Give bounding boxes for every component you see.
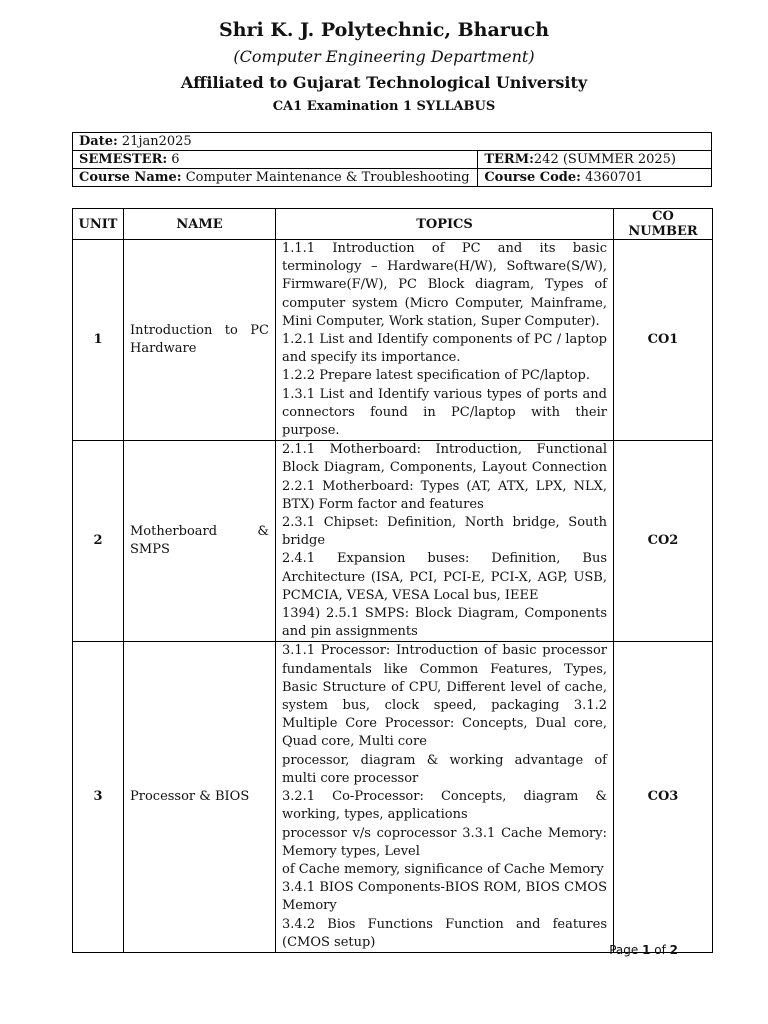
semester-label: SEMESTER: — [79, 152, 168, 167]
semester-value: 6 — [167, 152, 180, 167]
page-number: 1 — [642, 943, 651, 957]
topic-line: processor v/s coprocessor 3.3.1 Cache Memory: Memory types, Level — [282, 825, 607, 859]
name-cell: Motherboard & SMPS — [124, 441, 276, 642]
topic-line: processor, diagram & working advantage of multi core processor — [282, 752, 607, 786]
topics-cell — [276, 240, 614, 441]
course-row — [73, 169, 712, 187]
topic-line: 3.2.1 Co-Processor: Concepts, diagram & working, types, applications — [282, 789, 607, 823]
semester-cell — [73, 151, 478, 169]
syllabus-table — [72, 208, 713, 953]
topic-line: 1394) 2.5.1 SMPS: Block Diagram, Components and pin assignments — [282, 606, 607, 640]
page-total: 2 — [669, 943, 678, 957]
topic-line: 3.4.1 BIOS Components-BIOS ROM, BIOS CMOS Memory — [282, 880, 607, 914]
course-code-cell — [478, 169, 712, 187]
page-word: Page — [609, 943, 643, 957]
name-cell: Introduction to PC Hardware — [124, 240, 276, 441]
header-unit: UNIT — [73, 209, 124, 240]
topic-line: 2.1.1 Motherboard: Introduction, Functional Block Diagram, Components, Layout Connection 2.2.1 Motherboard: Types (AT, ATX, LPX, NLX, BTX) Form factor and features — [282, 442, 607, 512]
course-name-label: Course Name: — [79, 170, 182, 185]
co-cell: CO3 — [614, 642, 713, 952]
term-cell — [478, 151, 712, 169]
term-label: TERM: — [484, 152, 534, 167]
affiliation: Affiliated to Gujarat Technological University — [180, 73, 588, 92]
institute-name: Shri K. J. Polytechnic, Bharuch — [218, 19, 550, 41]
course-info-table — [72, 132, 712, 187]
topics-cell — [276, 642, 614, 952]
of-word: of — [650, 943, 670, 957]
syllabus-header-row — [73, 209, 713, 240]
co-cell: CO2 — [614, 441, 713, 642]
unit-cell: 1 — [73, 240, 124, 441]
unit-cell: 3 — [73, 642, 124, 952]
date-cell — [73, 133, 712, 151]
page-footer — [609, 943, 678, 957]
term-value: 242 (SUMMER 2025) — [533, 152, 676, 167]
course-code-value: 4360701 — [580, 170, 643, 185]
date-row — [73, 133, 712, 151]
topic-line: of Cache memory, significance of Cache Memory — [282, 861, 604, 877]
header-name: NAME — [124, 209, 276, 240]
date-label: Date: — [79, 134, 118, 149]
exam-title: CA1 Examination 1 SYLLABUS — [272, 99, 496, 114]
course-name-cell — [73, 169, 478, 187]
topic-line: 1.2.2 Prepare latest specification of PC/laptop. — [282, 368, 590, 384]
header-topics: TOPICS — [276, 209, 614, 240]
semester-row — [73, 151, 712, 169]
table-row — [73, 441, 713, 642]
course-name-value: Computer Maintenance & Troubleshooting — [181, 170, 470, 185]
course-code-label: Course Code: — [484, 170, 581, 185]
name-cell: Processor & BIOS — [124, 642, 276, 952]
topic-line: 1.3.1 List and Identify various types of ports and connectors found in PC/laptop with their purpose. — [282, 386, 607, 439]
header-co-number: CO NUMBER — [614, 209, 713, 240]
topics-cell — [276, 441, 614, 642]
topic-line: 1.2.1 List and Identify components of PC / laptop and specify its importance. — [282, 332, 607, 366]
department-name: (Computer Engineering Department) — [233, 47, 535, 66]
topic-line: 2.4.1 Expansion buses: Definition, Bus Architecture (ISA, PCI, PCI-E, PCI-X, AGP, USB, PCMCIA, VESA, VESA Local bus, IEEE — [282, 551, 607, 603]
document-header — [0, 14, 768, 118]
table-row — [73, 240, 713, 441]
date-value: 21jan2025 — [117, 134, 192, 149]
topic-line: 3.1.1 Processor: Introduction of basic processor fundamentals like Common Features, Types, Basic Structure of CPU, Different level of cache, system bus, clock speed, packaging 3.1.2 Multiple Core Processor: Concepts, Dual core, Quad core, Multi core — [282, 643, 607, 750]
table-row — [73, 642, 713, 952]
topic-line: 2.3.1 Chipset: Definition, North bridge, South bridge — [282, 515, 607, 549]
topic-line: 1.1.1 Introduction of PC and its basic terminology – Hardware(H/W), Software(S/W), Firmware(F/W), PC Block diagram, Types of computer system (Micro Computer, Mainframe, Mini Computer, Work station, Super Computer). — [282, 241, 607, 329]
topic-line: 3.4.2 Bios Functions Function and features (CMOS setup) — [282, 916, 607, 950]
unit-cell: 2 — [73, 441, 124, 642]
co-cell: CO1 — [614, 240, 713, 441]
